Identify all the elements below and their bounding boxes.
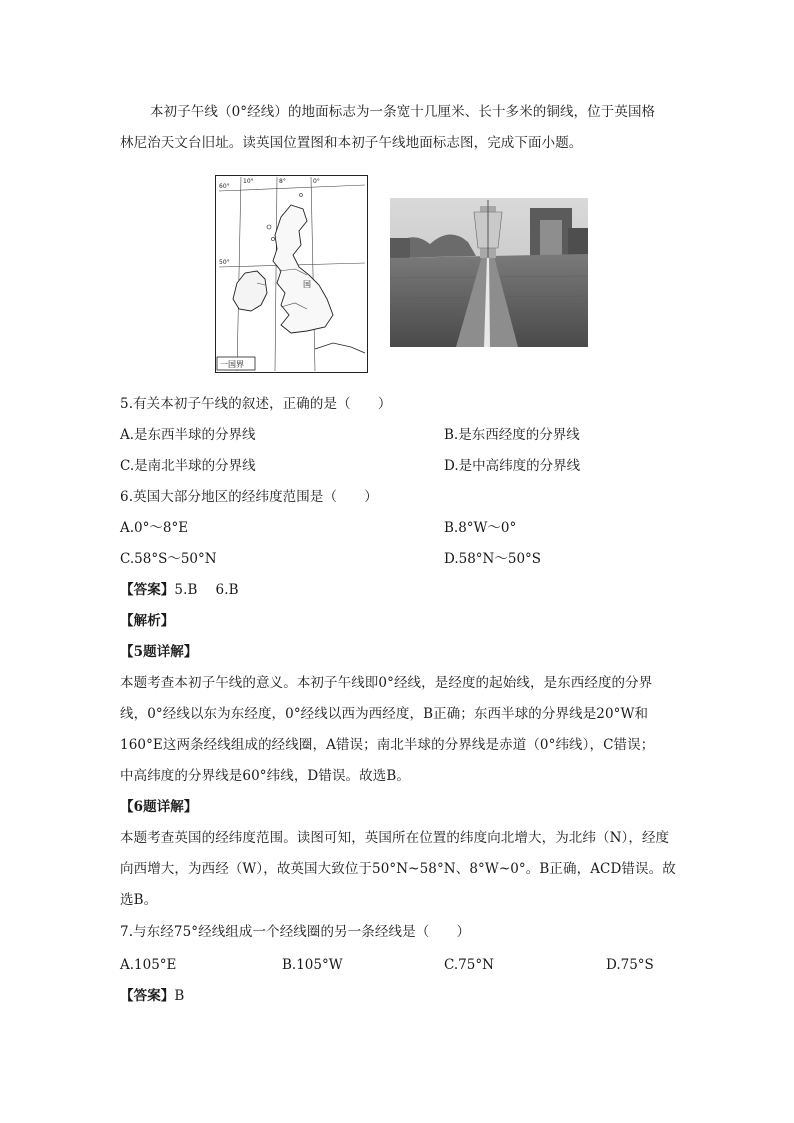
detail-6-label: 【6题详解】 <box>120 799 198 815</box>
question-7-stem: 7.与东经75°经线组成一个经线圈的另一条经线是（ ） <box>120 924 471 940</box>
prime-meridian-photo <box>390 198 588 347</box>
q5-option-d: D.是中高纬度的分界线 <box>444 458 581 474</box>
q5-option-b: B.是东西经度的分界线 <box>444 427 580 443</box>
answer-1-value: 5.B 6.B <box>174 582 239 598</box>
map-country-label: 国 <box>303 280 311 289</box>
map-lon-label-8: 8° <box>279 178 286 185</box>
q6-option-d: D.58°N～50°S <box>444 551 542 567</box>
q7-option-a: A.105°E <box>120 957 177 973</box>
q6-option-c: C.58°S～50°N <box>120 551 217 567</box>
answer-2-label: 【答案】 <box>120 988 175 1004</box>
intro-line-2: 林尼治天文台旧址。读英国位置图和本初子午线地面标志图，完成下面小题。 <box>120 135 583 151</box>
answer-1-label: 【答案】 <box>120 582 175 598</box>
map-lon-label-10: 10° <box>243 178 254 185</box>
question-6-stem: 6.英国大部分地区的经纬度范围是（ ） <box>120 489 378 505</box>
answer-2-value: B <box>174 988 185 1004</box>
q5-option-c: C.是南北半球的分界线 <box>120 458 256 474</box>
intro-line-1: 本初子午线（0°经线）的地面标志为一条宽十几厘米、长十多米的铜线，位于英国格 <box>150 104 656 120</box>
q6-option-b: B.8°W～0° <box>444 520 517 536</box>
uk-location-map <box>215 175 368 373</box>
analysis-label: 【解析】 <box>120 613 175 629</box>
q6-option-a: A.0°～8°E <box>120 520 189 536</box>
detail-6-line-3: 选B。 <box>120 892 158 908</box>
detail-6-line-2: 向西增大，为西经（W），故英国大致位于50°N~58°N、8°W~0°。B正确，ACD错误。故 <box>120 861 676 877</box>
q7-option-c: C.75°N <box>444 957 494 973</box>
map-legend: 一国界 <box>220 360 244 369</box>
detail-5-label: 【5题详解】 <box>120 644 198 660</box>
q7-option-d: D.75°S <box>606 957 654 973</box>
detail-5-line-3: 160°E这两条经线组成的经线圈，A错误；南北半球的分界线是赤道（0°纬线），C错误； <box>120 737 655 753</box>
question-5-stem: 5.有关本初子午线的叙述，正确的是（ ） <box>120 396 392 412</box>
detail-5-line-4: 中高纬度的分界线是60°纬线，D错误。故选B。 <box>120 768 410 784</box>
q5-option-a: A.是东西半球的分界线 <box>120 427 256 443</box>
map-lon-label-0: 0° <box>313 178 320 185</box>
answer-1 <box>120 580 680 600</box>
answer-2 <box>120 986 680 1006</box>
detail-5-line-2: 线，0°经线以东为东经度，0°经线以西为西经度，B正确；东西半球的分界线是20°W和 <box>120 706 649 722</box>
map-lat-label-60: 60° <box>219 183 230 190</box>
detail-6-line-1: 本题考查英国的经纬度范围。读图可知，英国所在位置的纬度向北增大，为北纬（N），经度 <box>120 830 670 846</box>
map-lat-label-50: 50° <box>219 259 230 266</box>
q7-option-b: B.105°W <box>282 957 343 973</box>
detail-5-line-1: 本题考查本初子午线的意义。本初子午线即0°经线，是经度的起始线，是东西经度的分界 <box>120 675 653 691</box>
